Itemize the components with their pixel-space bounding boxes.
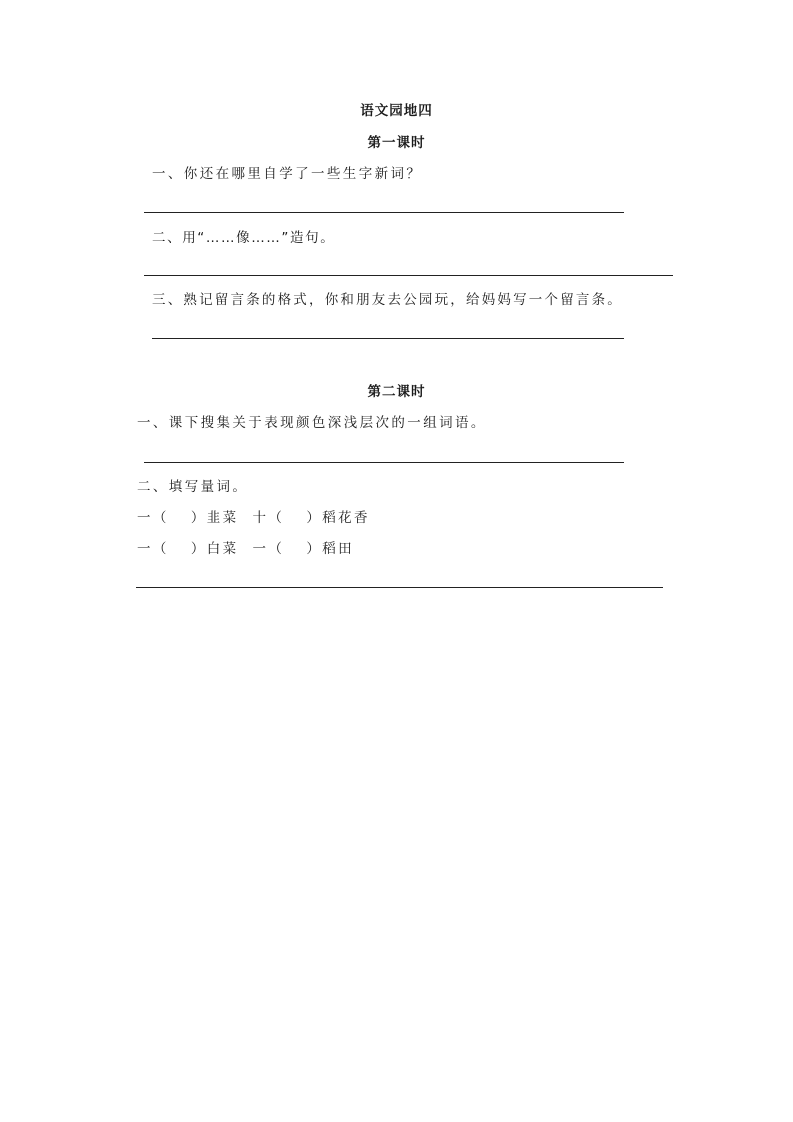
- blank-item-word: ）稻田: [306, 541, 355, 557]
- answer-line: [152, 338, 624, 339]
- section-2-heading: 第二课时: [367, 384, 426, 400]
- blank-item: 一（: [137, 510, 169, 526]
- answer-line: [144, 462, 624, 463]
- measure-word-row-2: [137, 540, 354, 558]
- blank-item-word: ）白菜: [190, 541, 239, 557]
- section-1-question-2: 二、用“……像……”造句。: [152, 230, 336, 246]
- section-1-question-1: 一、你还在哪里自学了一些生字新词？: [152, 166, 423, 182]
- blank-item: 十（: [252, 510, 285, 526]
- section-2-question-1: 一、课下搜集关于表现颜色深浅层次的一组词语。: [137, 415, 487, 431]
- section-1-heading: 第一课时: [367, 135, 426, 151]
- worksheet-title: 语文园地四: [360, 103, 433, 119]
- blank-item: 一（: [137, 541, 169, 557]
- answer-line: [144, 275, 673, 276]
- blank-item: 一（: [252, 541, 285, 557]
- section-1-question-3: 三、熟记留言条的格式，你和朋友去公园玩，给妈妈写一个留言条。: [152, 292, 623, 308]
- measure-word-row-1: [137, 509, 370, 527]
- blank-item-word: ）韭菜: [190, 510, 239, 526]
- answer-line: [136, 587, 663, 588]
- section-2-question-2: 二、填写量词。: [137, 479, 249, 495]
- answer-line: [144, 212, 624, 213]
- blank-item-word: ）稻花香: [306, 510, 370, 526]
